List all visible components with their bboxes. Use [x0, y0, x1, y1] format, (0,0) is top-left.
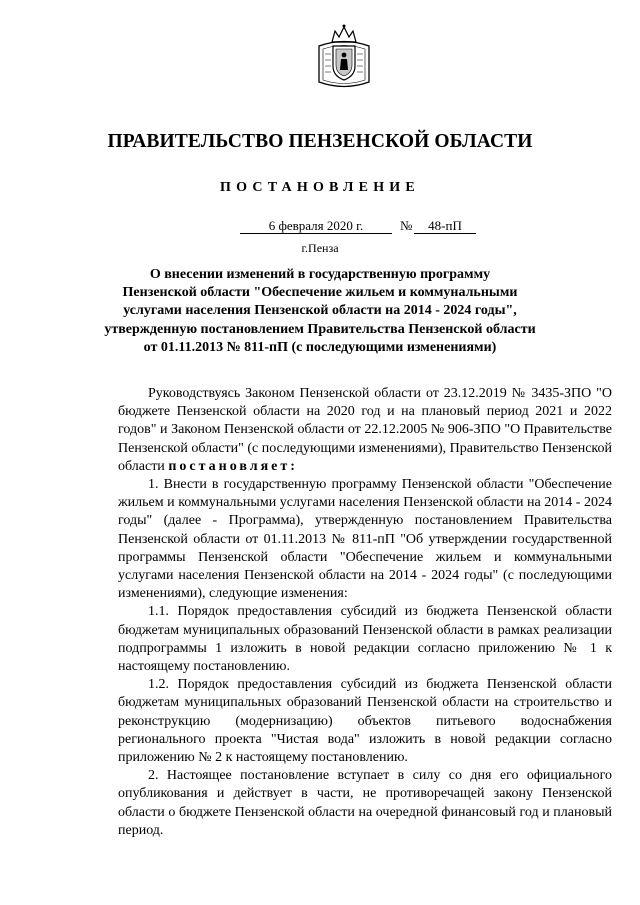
number-underline: [414, 233, 476, 234]
document-number: 48-пП: [428, 218, 462, 233]
government-title: ПРАВИТЕЛЬСТВО ПЕНЗЕНСКОЙ ОБЛАСТИ: [107, 131, 533, 152]
number-sign: №: [400, 218, 413, 233]
subject-line: от 01.11.2013 № 811-пП (с последующими изменениями): [143, 339, 497, 355]
item-2-paragraph: 2. Настоящее постановление вступает в силу со дня его официального опубликования и действует в части, не противоречащей закону Пензенской области о бюджете Пензенской области на очередной финансовый год и плановый период.: [118, 768, 612, 838]
document-subject: [95, 266, 545, 357]
preamble-paragraph: [118, 385, 612, 476]
document-date: 6 февраля 2020 г.: [268, 218, 364, 233]
coat-of-arms-icon: [315, 22, 373, 92]
preamble-text: Руководствуясь Законом Пензенской области от 23.12.2019 № 3435-ЗПО "О бюджете Пензенской области на 2020 год и на плановый период 2021 и 2022 годов" и Законом Пензенской области от 22.12.2005 № 906-ЗПО "О Правительстве Пензенской области" (с последующими изменениями), Правительство Пензенской области: [118, 386, 612, 474]
decree-word: постановляет:: [168, 458, 298, 474]
item-1-paragraph: 1. Внести в государственную программу Пензенской области "Обеспечение жильем и коммунальными услугами населения Пензенской области на 2014 - 2024 годы" (далее - Программа), утвержденную постановлением Правительства Пензенской области от 01.11.2013 № 811-пП "Об утверждении государственной программы Пензенской области "Обеспечение жильем и коммунальными услугами населения Пензенской области на 2014 - 2024 годы" (с последующими изменениями), следующие изменения:: [118, 477, 612, 602]
date-underline: [240, 233, 392, 234]
subject-line: услугами населения Пензенской области на 2014 - 2024 годы",: [123, 303, 517, 319]
document-type: ПОСТАНОВЛЕНИЕ: [220, 180, 420, 195]
subject-line: Пензенской области "Обеспечение жильем и коммунальными: [122, 285, 518, 301]
subject-line: утвержденную постановлением Правительства Пензенской области: [104, 321, 536, 337]
item-1-1-paragraph: 1.1. Порядок предоставления субсидий из бюджета Пензенской области бюджетам муниципальных образований Пензенской области в рамках реализации подпрограммы 1 изложить в новой редакции согласно приложению № 1 к настоящему постановлению.: [118, 604, 612, 675]
document-city: г.Пенза: [301, 241, 339, 255]
subject-line: О внесении изменений в государственную программу: [149, 267, 491, 282]
document-body: [118, 385, 612, 840]
item-1-2-paragraph: 1.2. Порядок предоставления субсидий из бюджета Пензенской области бюджетам муниципальных образований Пензенской области на строительство и реконструкцию (модернизацию) объектов питьевого водоснабжения регионального проекта "Чистая вода" изложить в новой редакции согласно приложению № 2 к настоящему постановлению.: [118, 677, 612, 766]
